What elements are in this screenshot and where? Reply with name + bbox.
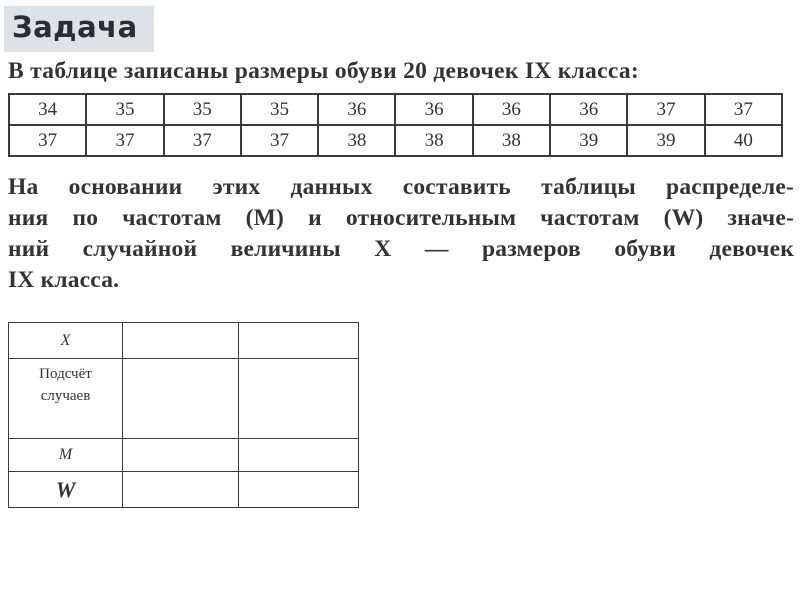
w-label: W bbox=[55, 476, 76, 502]
table-row bbox=[9, 125, 782, 156]
task-line: IX класса. bbox=[8, 267, 120, 293]
table-cell: 36 bbox=[318, 94, 395, 125]
empty-cell bbox=[123, 359, 239, 439]
empty-cell bbox=[123, 323, 239, 359]
table-row bbox=[9, 439, 359, 472]
table-cell: 37 bbox=[9, 125, 86, 156]
empty-cell bbox=[239, 323, 359, 359]
distribution-table bbox=[8, 322, 359, 508]
table-cell: 35 bbox=[164, 94, 241, 125]
page-title: Задача bbox=[12, 10, 138, 44]
table-cell: 38 bbox=[473, 125, 550, 156]
table-cell: 38 bbox=[318, 125, 395, 156]
task-line: ний случайной величины X — размеров обуви девочек bbox=[8, 236, 794, 262]
m-label: M bbox=[58, 446, 73, 463]
task-line: На основании этих данных составить таблицы распределе- bbox=[8, 174, 794, 200]
table-cell: 37 bbox=[241, 125, 318, 156]
intro-text: В таблице записаны размеры обуви 20 девочек IX класса: bbox=[8, 58, 640, 84]
table-row bbox=[9, 472, 359, 508]
shoe-sizes-table bbox=[8, 93, 783, 157]
table-cell: 34 bbox=[9, 94, 86, 125]
count-label-line2: случаев bbox=[40, 388, 91, 404]
table-row bbox=[9, 323, 359, 359]
empty-cell bbox=[123, 472, 239, 508]
table-cell: 35 bbox=[86, 94, 163, 125]
task-line: ния по частотам (M) и относительным частотам (W) значе- bbox=[8, 205, 794, 231]
table-cell: 40 bbox=[705, 125, 782, 156]
empty-cell bbox=[239, 472, 359, 508]
table-cell: 37 bbox=[86, 125, 163, 156]
empty-cell bbox=[123, 439, 239, 472]
table-cell: 36 bbox=[550, 94, 627, 125]
row-header-x bbox=[9, 323, 123, 359]
table-cell: 38 bbox=[395, 125, 472, 156]
table-cell: 37 bbox=[164, 125, 241, 156]
table-row bbox=[9, 94, 782, 125]
table-cell: 36 bbox=[473, 94, 550, 125]
table-cell: 35 bbox=[241, 94, 318, 125]
table-cell: 39 bbox=[627, 125, 704, 156]
count-label-line1: Подсчёт bbox=[39, 366, 92, 382]
table-cell: 37 bbox=[627, 94, 704, 125]
row-header-count bbox=[9, 359, 123, 439]
task-text bbox=[8, 172, 794, 296]
empty-cell bbox=[239, 359, 359, 439]
table-row bbox=[9, 359, 359, 439]
empty-cell bbox=[239, 439, 359, 472]
table-cell: 36 bbox=[395, 94, 472, 125]
row-header-w bbox=[9, 472, 123, 508]
x-label: X bbox=[60, 331, 71, 349]
table-cell: 39 bbox=[550, 125, 627, 156]
row-header-m bbox=[9, 439, 123, 472]
table-cell: 37 bbox=[705, 94, 782, 125]
